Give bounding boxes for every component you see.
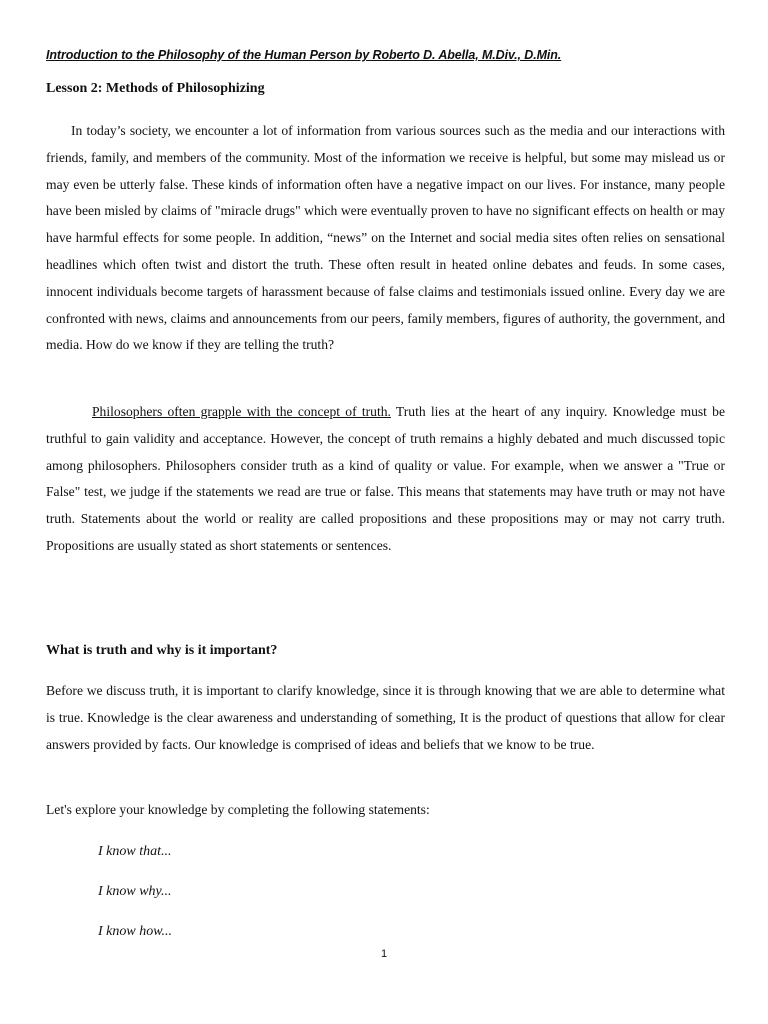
prompt-know-why: I know why... (98, 884, 172, 899)
truth-paragraph-body: Truth lies at the heart of any inquiry. Knowledge must be truthful to gain validity and acceptance. However, the concept of truth remains a highly debated and much discussed topic among philosophers. Philosophers consider truth as a kind of quality or value. For example, when we answer a "True or False" test, we judge if the statements we read are true or false. This means that statements may have truth or may not have truth. Statements about the world or reality are called propositions and these propositions may or may not carry truth. Propositions are usually stated as short statements or sentences. (46, 404, 725, 553)
truth-paragraph (46, 399, 725, 560)
activity-intro: Let's explore your knowledge by completing the following statements: (46, 802, 430, 817)
document-header: Introduction to the Philosophy of the Human Person by Roberto D. Abella, M.Div., D.Min. (46, 48, 562, 62)
intro-paragraph: In today’s society, we encounter a lot of information from various sources such as the media and our interactions with friends, family, and members of the community. Most of the information we receive is helpful, but some may mislead us or may even be utterly false. These kinds of information often have a negative impact on our lives. For instance, many people have been misled by claims of "miracle drugs" which were eventually proven to have no significant effects on health or may have harmful effects for some people. In addition, “news” on the Internet and social media sites often relies on sensational headlines which often twist and distort the truth. These often result in heated online debates and feuds. In some cases, innocent individuals become targets of harassment because of false claims and testimonials issued online. Every day we are confronted with news, claims and announcements from our peers, family members, figures of authority, the government, and media. How do we know if they are telling the truth? (46, 123, 725, 353)
truth-paragraph-lead: Philosophers often grapple with the concept of truth. (92, 404, 391, 419)
knowledge-paragraph: Before we discuss truth, it is important to clarify knowledge, since it is through knowing that we are able to determine what is true. Knowledge is the clear awareness and understanding of something, It is the product of questions that allow for clear answers provided by facts. Our knowledge is comprised of ideas and beliefs that we know to be true. (46, 683, 725, 752)
prompt-know-that: I know that... (98, 844, 172, 859)
page-number: 1 (380, 948, 388, 960)
section-heading: What is truth and why is it important? (46, 643, 278, 658)
prompt-know-how: I know how... (98, 924, 173, 939)
lesson-title: Lesson 2: Methods of Philosophizing (46, 81, 265, 96)
